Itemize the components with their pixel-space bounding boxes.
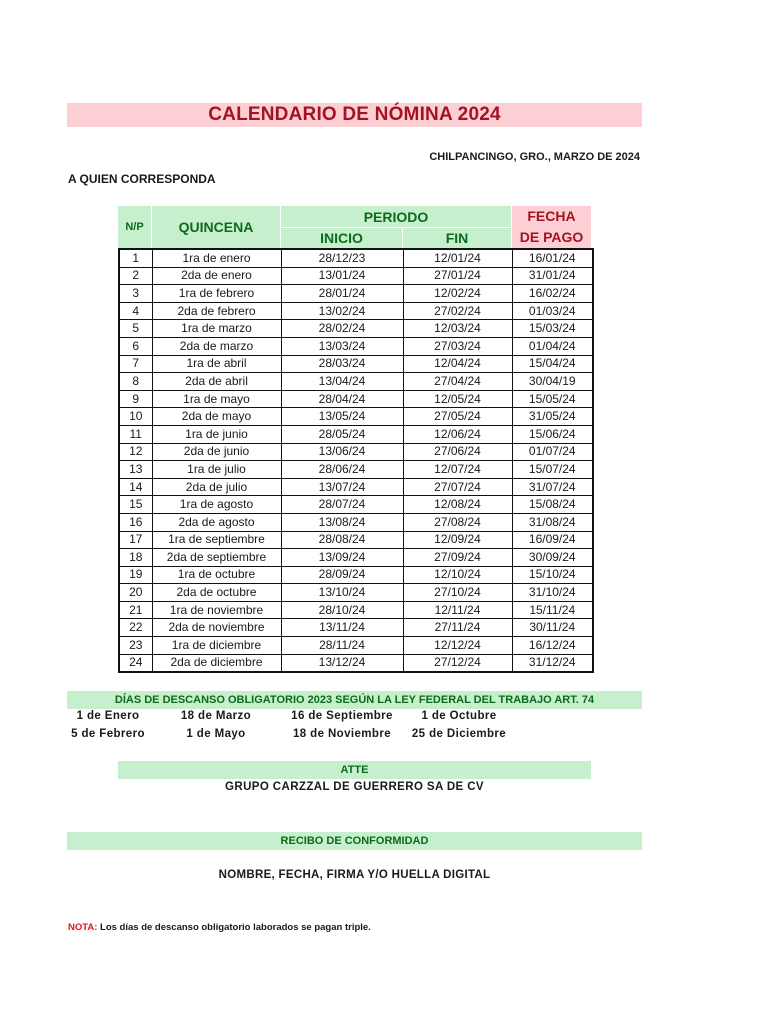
- title-band: [67, 103, 642, 127]
- row-quincena: 1ra de julio: [152, 461, 281, 479]
- table-row: [119, 513, 593, 531]
- row-fin: 27/06/24: [403, 443, 512, 461]
- row-np: 24: [119, 654, 152, 672]
- holiday: 25 de Diciembre: [411, 728, 507, 740]
- row-fin: 12/06/24: [403, 425, 512, 443]
- row-np: 19: [119, 566, 152, 584]
- row-inicio: 28/04/24: [281, 390, 403, 408]
- row-fecha-pago: 16/02/24: [512, 285, 593, 303]
- row-quincena: 2da de octubre: [152, 584, 281, 602]
- place-date: CHILPANCINGO, GRO., MARZO DE 2024: [429, 151, 640, 163]
- table-row: [119, 549, 593, 567]
- note-text: Los días de descanso obligatorio laborados se pagan triple.: [97, 922, 371, 933]
- row-fin: 12/05/24: [403, 390, 512, 408]
- row-np: 11: [119, 425, 152, 443]
- table-row: [119, 443, 593, 461]
- row-inicio: 28/03/24: [281, 355, 403, 373]
- table-row: [119, 390, 593, 408]
- row-fin: 27/12/24: [403, 654, 512, 672]
- row-quincena: 1ra de febrero: [152, 285, 281, 303]
- row-quincena: 2da de diciembre: [152, 654, 281, 672]
- row-fin: 27/05/24: [403, 408, 512, 426]
- holiday: 1 de Enero: [76, 710, 140, 722]
- row-np: 17: [119, 531, 152, 549]
- row-quincena: 1ra de junio: [152, 425, 281, 443]
- header-fecha-pago: [512, 206, 591, 248]
- table-row: [119, 601, 593, 619]
- row-quincena: 1ra de enero: [152, 249, 281, 267]
- row-np: 2: [119, 267, 152, 285]
- row-quincena: 2da de junio: [152, 443, 281, 461]
- row-fecha-pago: 15/04/24: [512, 355, 593, 373]
- row-np: 21: [119, 601, 152, 619]
- row-fecha-pago: 31/10/24: [512, 584, 593, 602]
- row-inicio: 28/08/24: [281, 531, 403, 549]
- row-fecha-pago: 31/12/24: [512, 654, 593, 672]
- row-inicio: 13/07/24: [281, 478, 403, 496]
- row-inicio: 28/12/23: [281, 249, 403, 267]
- row-quincena: 1ra de octubre: [152, 566, 281, 584]
- row-fin: 12/03/24: [403, 320, 512, 338]
- row-quincena: 2da de septiembre: [152, 549, 281, 567]
- row-inicio: 28/05/24: [281, 425, 403, 443]
- row-np: 10: [119, 408, 152, 426]
- row-fin: 27/01/24: [403, 267, 512, 285]
- row-quincena: 1ra de agosto: [152, 496, 281, 514]
- row-quincena: 2da de abril: [152, 373, 281, 391]
- row-np: 3: [119, 285, 152, 303]
- row-inicio: 13/09/24: [281, 549, 403, 567]
- row-inicio: 13/05/24: [281, 408, 403, 426]
- row-inicio: 13/04/24: [281, 373, 403, 391]
- table-row: [119, 373, 593, 391]
- note: [68, 922, 371, 933]
- recibo-title: RECIBO DE CONFORMIDAD: [67, 832, 642, 850]
- table-row: [119, 531, 593, 549]
- row-fin: 12/02/24: [403, 285, 512, 303]
- row-fin: 27/07/24: [403, 478, 512, 496]
- payroll-table-body: [119, 249, 593, 672]
- row-np: 23: [119, 637, 152, 655]
- addressee: A QUIEN CORRESPONDA: [68, 172, 216, 186]
- row-inicio: 28/09/24: [281, 566, 403, 584]
- row-inicio: 13/08/24: [281, 513, 403, 531]
- row-inicio: 13/03/24: [281, 337, 403, 355]
- row-quincena: 2da de agosto: [152, 513, 281, 531]
- row-inicio: 13/11/24: [281, 619, 403, 637]
- row-quincena: 1ra de abril: [152, 355, 281, 373]
- signature-line: NOMBRE, FECHA, FIRMA Y/O HUELLA DIGITAL: [218, 869, 491, 881]
- page-title: CALENDARIO DE NÓMINA 2024: [208, 104, 501, 125]
- row-quincena: 1ra de marzo: [152, 320, 281, 338]
- row-fecha-pago: 01/03/24: [512, 302, 593, 320]
- header-fecha-line2: DE PAGO: [519, 229, 584, 245]
- row-fin: 27/11/24: [403, 619, 512, 637]
- row-np: 20: [119, 584, 152, 602]
- row-np: 16: [119, 513, 152, 531]
- payroll-table: [118, 248, 594, 673]
- row-inicio: 13/02/24: [281, 302, 403, 320]
- company-name: GRUPO CARZZAL DE GUERRERO SA DE CV: [225, 781, 484, 793]
- holiday: 18 de Noviembre: [292, 728, 392, 740]
- table-row: [119, 302, 593, 320]
- row-fin: 12/04/24: [403, 355, 512, 373]
- row-fecha-pago: 15/08/24: [512, 496, 593, 514]
- row-inicio: 28/06/24: [281, 461, 403, 479]
- row-fin: 12/11/24: [403, 601, 512, 619]
- row-fecha-pago: 16/12/24: [512, 637, 593, 655]
- note-label: NOTA:: [68, 922, 98, 933]
- row-quincena: 1ra de mayo: [152, 390, 281, 408]
- holiday: 1 de Mayo: [186, 728, 246, 740]
- table-row: [119, 566, 593, 584]
- row-np: 7: [119, 355, 152, 373]
- row-fecha-pago: 31/01/24: [512, 267, 593, 285]
- table-row: [119, 320, 593, 338]
- table-row: [119, 619, 593, 637]
- row-fecha-pago: 01/07/24: [512, 443, 593, 461]
- row-fin: 27/08/24: [403, 513, 512, 531]
- holiday: 18 de Marzo: [180, 710, 252, 722]
- atte-band: ATTE: [118, 761, 591, 779]
- row-np: 13: [119, 461, 152, 479]
- row-fecha-pago: 15/10/24: [512, 566, 593, 584]
- header-np: N/P: [118, 206, 151, 248]
- row-np: 5: [119, 320, 152, 338]
- header-quincena: QUINCENA: [152, 206, 280, 248]
- row-quincena: 2da de marzo: [152, 337, 281, 355]
- holiday: 5 de Febrero: [71, 728, 145, 740]
- row-quincena: 2da de febrero: [152, 302, 281, 320]
- row-fin: 27/10/24: [403, 584, 512, 602]
- row-fecha-pago: 15/03/24: [512, 320, 593, 338]
- table-row: [119, 425, 593, 443]
- header-fin: FIN: [403, 228, 511, 248]
- row-fin: 12/09/24: [403, 531, 512, 549]
- row-np: 1: [119, 249, 152, 267]
- row-np: 4: [119, 302, 152, 320]
- row-fecha-pago: 01/04/24: [512, 337, 593, 355]
- row-fecha-pago: 16/09/24: [512, 531, 593, 549]
- row-inicio: 28/10/24: [281, 601, 403, 619]
- row-np: 6: [119, 337, 152, 355]
- row-inicio: 13/12/24: [281, 654, 403, 672]
- header-fecha-line1: FECHA: [527, 208, 576, 224]
- table-row: [119, 654, 593, 672]
- holiday: 1 de Octubre: [421, 710, 497, 722]
- row-quincena: 2da de julio: [152, 478, 281, 496]
- row-fecha-pago: 15/06/24: [512, 425, 593, 443]
- row-fecha-pago: 31/08/24: [512, 513, 593, 531]
- row-inicio: 28/11/24: [281, 637, 403, 655]
- table-row: [119, 249, 593, 267]
- row-np: 22: [119, 619, 152, 637]
- row-fin: 12/08/24: [403, 496, 512, 514]
- header-inicio: INICIO: [281, 228, 402, 248]
- table-row: [119, 478, 593, 496]
- holiday: 16 de Septiembre: [291, 710, 393, 722]
- row-fin: 12/01/24: [403, 249, 512, 267]
- table-row: [119, 337, 593, 355]
- row-fecha-pago: 31/05/24: [512, 408, 593, 426]
- row-fecha-pago: 30/09/24: [512, 549, 593, 567]
- table-row: [119, 267, 593, 285]
- row-np: 15: [119, 496, 152, 514]
- row-quincena: 1ra de diciembre: [152, 637, 281, 655]
- table-row: [119, 496, 593, 514]
- row-fecha-pago: 31/07/24: [512, 478, 593, 496]
- row-fin: 27/09/24: [403, 549, 512, 567]
- row-quincena: 1ra de septiembre: [152, 531, 281, 549]
- descanso-title: DÍAS DE DESCANSO OBLIGATORIO 2023 SEGÚN LA LEY FEDERAL DEL TRABAJO ART. 74: [67, 691, 642, 709]
- row-fecha-pago: 30/11/24: [512, 619, 593, 637]
- row-np: 8: [119, 373, 152, 391]
- row-quincena: 2da de noviembre: [152, 619, 281, 637]
- row-fecha-pago: 15/05/24: [512, 390, 593, 408]
- row-quincena: 2da de enero: [152, 267, 281, 285]
- row-inicio: 13/01/24: [281, 267, 403, 285]
- table-row: [119, 584, 593, 602]
- table-row: [119, 355, 593, 373]
- row-quincena: 1ra de noviembre: [152, 601, 281, 619]
- row-inicio: 28/02/24: [281, 320, 403, 338]
- row-fecha-pago: 16/01/24: [512, 249, 593, 267]
- row-inicio: 13/06/24: [281, 443, 403, 461]
- table-row: [119, 408, 593, 426]
- table-row: [119, 285, 593, 303]
- row-np: 12: [119, 443, 152, 461]
- row-quincena: 2da de mayo: [152, 408, 281, 426]
- row-fin: 12/10/24: [403, 566, 512, 584]
- row-inicio: 28/07/24: [281, 496, 403, 514]
- table-row: [119, 461, 593, 479]
- table-row: [119, 637, 593, 655]
- row-np: 18: [119, 549, 152, 567]
- row-fin: 27/03/24: [403, 337, 512, 355]
- row-inicio: 28/01/24: [281, 285, 403, 303]
- row-fin: 27/02/24: [403, 302, 512, 320]
- row-inicio: 13/10/24: [281, 584, 403, 602]
- row-np: 14: [119, 478, 152, 496]
- row-fin: 27/04/24: [403, 373, 512, 391]
- row-fecha-pago: 15/11/24: [512, 601, 593, 619]
- row-fecha-pago: 30/04/19: [512, 373, 593, 391]
- header-periodo: PERIODO: [281, 206, 511, 227]
- row-np: 9: [119, 390, 152, 408]
- row-fecha-pago: 15/07/24: [512, 461, 593, 479]
- row-fin: 12/12/24: [403, 637, 512, 655]
- row-fin: 12/07/24: [403, 461, 512, 479]
